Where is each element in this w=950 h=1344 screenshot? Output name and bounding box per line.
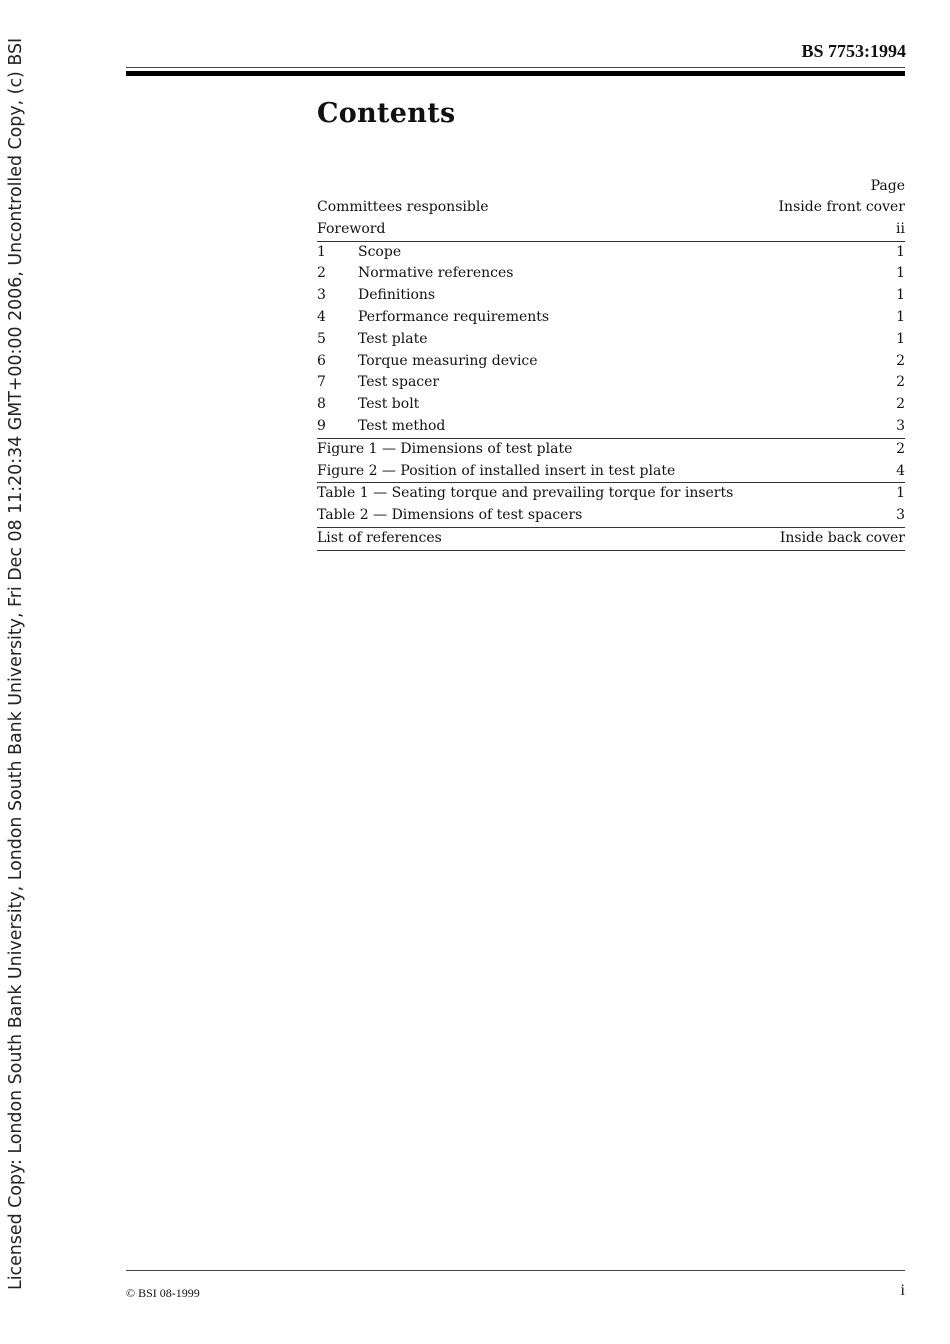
toc-entry-label: Table 1 — Seating torque and prevailing torque for inserts bbox=[317, 485, 734, 502]
toc-entry-page: 2 bbox=[896, 440, 905, 457]
toc-entry-page: 2 bbox=[896, 352, 905, 369]
page-number: i bbox=[900, 1282, 905, 1299]
toc-entry-page: 4 bbox=[896, 462, 905, 479]
toc-entry-label: Table 2 — Dimensions of test spacers bbox=[317, 507, 583, 524]
toc-entry-label: Test bolt bbox=[358, 396, 420, 413]
copyright-notice: © BSI 08-1999 bbox=[126, 1286, 200, 1300]
toc-entry-label: Definitions bbox=[358, 287, 436, 304]
toc-entry-page: 1 bbox=[896, 330, 905, 347]
page-title: Contents bbox=[317, 98, 456, 129]
toc-entry-figure-2[interactable] bbox=[317, 461, 905, 483]
toc-entry-page: 1 bbox=[896, 485, 905, 502]
toc-entry-label: Performance requirements bbox=[358, 308, 550, 325]
toc-entry-label: List of references bbox=[317, 529, 442, 546]
toc-entry-label: Torque measuring device bbox=[358, 352, 538, 369]
toc-entry-clause-4[interactable] bbox=[317, 307, 905, 329]
toc-entry-clause-9[interactable] bbox=[317, 416, 905, 438]
toc-entry-label: Foreword bbox=[317, 220, 386, 237]
toc-entry-clause-1[interactable] bbox=[317, 241, 905, 264]
header-rule-thick bbox=[126, 71, 905, 76]
clause-number: 8 bbox=[317, 396, 326, 413]
clause-number: 5 bbox=[317, 330, 326, 347]
toc-entry-clause-6[interactable] bbox=[317, 351, 905, 373]
toc-entry-page: 3 bbox=[896, 417, 905, 434]
toc-entry-page: 2 bbox=[896, 374, 905, 391]
toc-entry-clause-5[interactable] bbox=[317, 329, 905, 351]
clause-number: 7 bbox=[317, 374, 326, 391]
toc-entry-label: Figure 2 — Position of installed insert in test plate bbox=[317, 462, 676, 479]
toc-entry-page: 3 bbox=[896, 507, 905, 524]
toc-entry-clause-7[interactable] bbox=[317, 372, 905, 394]
toc-entry-label: Committees responsible bbox=[317, 199, 489, 215]
toc-entry-table-2[interactable] bbox=[317, 505, 905, 527]
page-column-heading: Page bbox=[870, 178, 905, 194]
toc-entry-label: Normative references bbox=[358, 265, 514, 282]
toc-entry-page: ii bbox=[896, 220, 905, 237]
toc-entry-page: 2 bbox=[896, 396, 905, 413]
clause-number: 2 bbox=[317, 265, 326, 282]
table-of-contents bbox=[317, 175, 905, 551]
toc-entry-label: Test spacer bbox=[358, 374, 440, 391]
toc-entry-page: 1 bbox=[896, 265, 905, 282]
toc-entry-label: Test method bbox=[358, 417, 446, 434]
footer-rule bbox=[126, 1270, 905, 1271]
license-watermark: Licensed Copy: London South Bank University, London South Bank University, Fri Dec 08 11:20:34 GMT+00:00 2006, Uncontrolled Copy, (c) BSI bbox=[6, 37, 26, 1290]
clause-number: 3 bbox=[317, 287, 326, 304]
toc-entry-page: 1 bbox=[896, 243, 905, 260]
document-id: BS 7753:1994 bbox=[801, 41, 906, 61]
header-rule-thin bbox=[126, 67, 905, 68]
clause-number: 9 bbox=[317, 417, 326, 434]
toc-entry-page: Inside back cover bbox=[779, 529, 905, 546]
toc-entry-clause-2[interactable] bbox=[317, 263, 905, 285]
toc-entry-page: 1 bbox=[896, 308, 905, 325]
toc-entry-clause-8[interactable] bbox=[317, 394, 905, 416]
toc-entry-table-1[interactable] bbox=[317, 482, 905, 505]
clause-number: 1 bbox=[317, 243, 326, 260]
toc-entry-label: Test plate bbox=[358, 330, 428, 347]
toc-entry-label: Figure 1 — Dimensions of test plate bbox=[317, 440, 573, 457]
toc-entry-page: 1 bbox=[896, 287, 905, 304]
toc-entry-references[interactable] bbox=[317, 527, 905, 551]
toc-entry-label: Scope bbox=[358, 243, 402, 260]
clause-number: 6 bbox=[317, 352, 326, 369]
toc-entry-clause-3[interactable] bbox=[317, 285, 905, 307]
toc-entry-page: Inside front cover bbox=[778, 199, 905, 215]
toc-entry-committees[interactable] bbox=[317, 197, 905, 219]
clause-number: 4 bbox=[317, 308, 326, 325]
toc-entry-figure-1[interactable] bbox=[317, 438, 905, 461]
toc-entry-foreword[interactable] bbox=[317, 219, 905, 241]
